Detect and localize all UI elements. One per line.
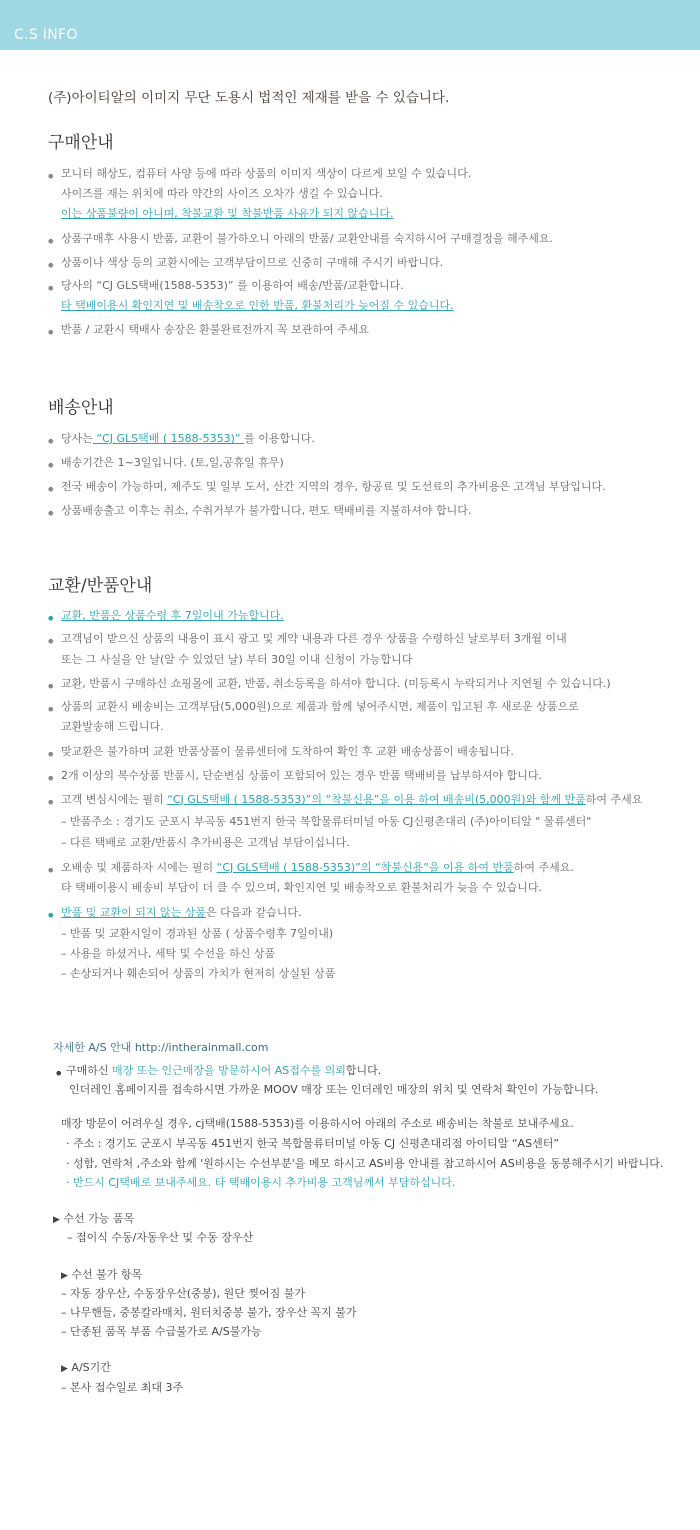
bullet-dot: • xyxy=(46,232,56,251)
bullet-dot: • xyxy=(46,167,56,186)
non-returnable-2: – 사용을 하셨거나, 세탁 및 수선을 하신 상품 xyxy=(61,947,276,960)
triangle-icon: ▶ xyxy=(53,1215,60,1225)
exchange-item-8-pre: 오배송 및 제품하자 시에는 필히 xyxy=(61,861,217,874)
delivery-courier-link: “CJ GLS택배 ( 1588-5353)” xyxy=(92,432,245,445)
repairable-item-1: – 접이식 수동/자동우산 및 수동 장우산 xyxy=(67,1231,254,1244)
section-title-delivery: 배송안내 xyxy=(48,398,114,418)
as-mail-in-memo: · 성함, 연락처 ,주소와 함께 '원하시는 수선부분'을 메모 하시고 AS비용 안내를 참고하시어 AS비용을 동봉해주시기 바랍니다. xyxy=(66,1157,664,1170)
non-repairable-item-2: – 나무핸들, 중봉칼라매치, 원터치중봉 불가, 장우산 꼭지 불가 xyxy=(61,1306,357,1319)
exchange-item-2-line-1: 고객님이 받으신 상품의 내용이 표시 광고 및 계약 내용과 다른 경우 상품을 수령하신 날로부터 3개월 이내 xyxy=(61,632,567,645)
bullet-dot: • xyxy=(46,432,56,451)
as-info-link[interactable]: 자세한 A/S 안내 http://intherainmall.com xyxy=(53,1041,269,1054)
exchange-item-5: 맞교환은 불가하며 교환 반품상품이 물류센터에 도착하여 확인 후 교환 배송상품이 배송됩니다. xyxy=(61,745,514,758)
purchase-item-5: 반품 / 교환시 택배사 송장은 환불완료전까지 꼭 보관하여 주세요 xyxy=(61,323,369,336)
purchase-item-3: 상품이나 색상 등의 교환시에는 고객부담이므로 신중히 구매해 주시기 바랍니다. xyxy=(61,256,444,269)
purchase-item-4-line-1: 당사의 “CJ GLS택배(1588-5353)” 를 이용하여 배송/반품/교환합니다. xyxy=(61,279,404,292)
delivery-item-3: 전국 배송이 가능하며, 제주도 및 일부 도서, 산간 지역의 경우, 항공료 및 도선료의 추가비용은 고객님 부담입니다. xyxy=(61,480,606,493)
exchange-item-3: 교환, 반품시 구매하신 쇼핑몰에 교환, 반품, 취소등록을 하셔야 합니다. (미등록시 누락되거나 지연될 수 있습니다.) xyxy=(61,677,611,690)
bullet-dot: • xyxy=(46,480,56,499)
as-mail-in-intro: 매장 방문이 어려우실 경우, cj택배(1588-5353)를 이용하시어 아래의 주소로 배송비는 착불로 보내주세요. xyxy=(61,1117,574,1130)
header-bar xyxy=(0,0,700,50)
repairable-items-title: 수선 가능 품목 xyxy=(63,1212,135,1225)
as-item-1-post: 합니다. xyxy=(345,1064,382,1077)
non-repairable-heading xyxy=(61,1268,142,1283)
bullet-dot: • xyxy=(46,861,56,880)
bullet-dot: • xyxy=(46,906,56,925)
exchange-item-4-line-2: 교환발송해 드립니다. xyxy=(61,720,164,733)
bullet-dot: • xyxy=(46,504,56,523)
bullet-dot: • xyxy=(46,609,56,628)
purchase-item-4-line-2: 타 택배이용시 확인지연 및 배송착오로 인한 반품, 환불처리가 늦어질 수 있습니다. xyxy=(61,299,454,312)
bullet-dot: • xyxy=(46,456,56,475)
delivery-item-4: 상품배송출고 이후는 취소, 수취거부가 불가합니다, 편도 택배비를 지불하셔야 합니다. xyxy=(61,504,472,517)
bullet-dot: • xyxy=(46,279,56,298)
exchange-item-1: 교환, 반품은 상품수령 후 7일이내 가능합니다. xyxy=(61,609,284,622)
delivery-item-1-pre: 당사는 xyxy=(61,432,93,445)
as-item-1-pre: 구매하신 xyxy=(66,1064,113,1077)
purchase-item-2: 상품구매후 사용시 반품, 교환이 불가하오니 아래의 반품/ 교환안내를 숙지하시어 구매결정을 해주세요. xyxy=(61,232,553,245)
copyright-notice: (주)아이티알의 이미지 무단 도용시 법적인 제재를 받을 수 있습니다. xyxy=(48,90,450,106)
exchange-item-8-post: 하여 주세요. xyxy=(513,861,574,874)
as-period-heading xyxy=(61,1361,111,1376)
as-period-value: – 본사 접수일로 최대 3주 xyxy=(61,1381,184,1394)
non-repairable-item-1: – 자동 장우산, 수동장우산(중봉), 원단 찢어짐 불가 xyxy=(61,1287,305,1300)
delivery-item-1-post: 를 이용합니다. xyxy=(244,432,315,445)
exchange-item-8 xyxy=(61,861,574,875)
bullet-dot: • xyxy=(46,677,56,696)
bullet-dot: • xyxy=(54,1064,64,1083)
non-returnable-1: – 반품 및 교환시일이 경과된 상품 ( 상품수령후 7일이내) xyxy=(61,927,334,940)
exchange-item-9-highlight: 반품 및 교환이 되지 않는 상품 xyxy=(61,906,206,919)
non-repairable-title: 수선 불가 항목 xyxy=(71,1268,143,1281)
non-repairable-item-3: – 단종된 품목 부품 수급불가로 A/S불가능 xyxy=(61,1325,262,1338)
bullet-dot: • xyxy=(46,745,56,764)
bullet-dot: • xyxy=(46,323,56,342)
delivery-item-1 xyxy=(61,432,315,446)
purchase-item-1-line-2: 사이즈를 재는 위치에 따라 약간의 사이즈 오차가 생길 수 있습니다. xyxy=(61,187,383,200)
return-address: – 반품주소 : 경기도 군포시 부곡동 451번지 한국 복합물류터미널 아동 CJ신평촌대리 (주)아이티알 " 물류센터" xyxy=(61,815,592,828)
bullet-dot: • xyxy=(46,769,56,788)
as-mail-in-cj-only: · 반드시 CJ택배로 보내주세요. 타 택배이용시 추가비용 고객님께서 부담하십니다. xyxy=(66,1176,456,1189)
exchange-item-7-pre: 고객 변심시에는 필히 xyxy=(61,793,168,806)
exchange-item-9 xyxy=(61,906,302,920)
section-title-purchase: 구매안내 xyxy=(48,133,114,153)
bullet-dot: • xyxy=(46,256,56,275)
section-title-exchange: 교환/반품안내 xyxy=(48,576,153,596)
exchange-item-8-highlight: “CJ GLS택배 ( 1588-5353)”의 “착불신용”을 이용 하여 반품 xyxy=(216,861,514,874)
purchase-item-1-line-1: 모니터 해상도, 컴퓨터 사양 등에 따라 상품의 이미지 색상이 다르게 보일 수 있습니다. xyxy=(61,167,472,180)
exchange-item-9-post: 은 다음과 같습니다. xyxy=(206,906,302,919)
bullet-dot: • xyxy=(46,632,56,651)
triangle-icon: ▶ xyxy=(61,1271,68,1281)
as-item-1-line-2: 인더레인 홈페이지를 접속하시면 가까운 MOOV 매장 또는 인더레인 매장의 위치 및 연락처 확인이 가능합니다. xyxy=(69,1083,599,1096)
as-item-1 xyxy=(66,1064,381,1078)
bullet-dot: • xyxy=(46,700,56,719)
exchange-item-2-line-2: 또는 그 사실을 안 날(알 수 있었던 날) 부터 30일 이내 신청이 가능합니다 xyxy=(61,653,413,666)
exchange-item-7 xyxy=(61,793,642,807)
exchange-item-7-post: 하여 주세요 xyxy=(585,793,643,806)
bullet-dot: • xyxy=(46,793,56,812)
exchange-item-6: 2개 이상의 복수상품 반품시, 단순변심 상품이 포함되어 있는 경우 반품 택배비를 납부하셔야 합니다. xyxy=(61,769,542,782)
exchange-item-4-line-1: 상품의 교환시 배송비는 고객부담(5,000원)으로 제품과 함께 넣어주시면, 제품이 입고된 후 새로운 상품으로 xyxy=(61,700,579,713)
purchase-item-1-line-3: 이는 상품불량이 아니며, 착불교환 및 착불반품 사유가 되지 않습니다. xyxy=(61,207,394,220)
as-period-title: A/S기간 xyxy=(71,1361,111,1374)
as-item-1-highlight: 매장 또는 인근매장을 방문하시어 AS접수를 의뢰 xyxy=(112,1064,346,1077)
exchange-item-8-line-2: 타 택배이용시 배송비 부담이 더 클 수 있으며, 확인지연 및 배송착오로 환불처리가 늦을 수 있습니다. xyxy=(61,881,542,894)
as-mail-in-address: · 주소 : 경기도 군포시 부곡동 451번지 한국 복합물류터미널 아동 CJ 신평촌대리점 아이티알 “AS센터” xyxy=(66,1137,560,1150)
header-title: C.S INFO xyxy=(14,27,78,43)
other-courier-note: – 다른 택배로 교환/반품시 추가비용은 고객님 부담이십니다. xyxy=(61,836,350,849)
delivery-item-2: 배송기간은 1~3일입니다. (토,일,공휴일 휴무) xyxy=(61,456,284,469)
triangle-icon: ▶ xyxy=(61,1364,68,1374)
repairable-items-heading xyxy=(53,1212,134,1227)
exchange-item-7-highlight: “CJ GLS택배 ( 1588-5353)”의 “착불신용”을 이용 하여 배송비(5,000원)와 함께 반품 xyxy=(167,793,586,806)
non-returnable-3: – 손상되거나 훼손되어 상품의 가치가 현저히 상실된 상품 xyxy=(61,967,336,980)
